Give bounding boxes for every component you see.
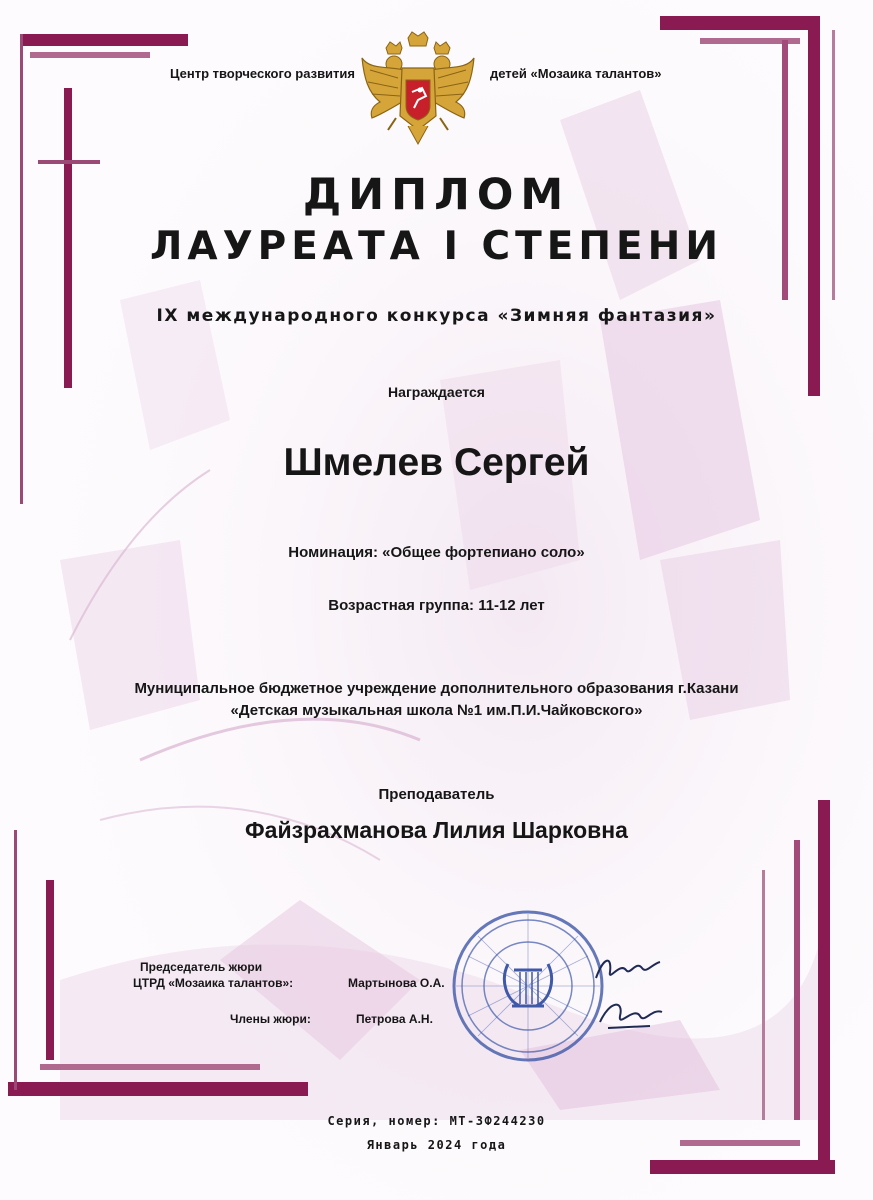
issue-date: Январь 2024 года: [366, 1138, 507, 1152]
frame-top-left-bar: [20, 34, 188, 46]
frame-bottom-left-bar: [8, 1082, 308, 1096]
frame-bottom-right-bar: [650, 1160, 835, 1174]
awardee-name: Шмелев Сергей: [283, 441, 590, 484]
frame-top-right-bar: [660, 16, 820, 30]
frame-left-lower-bar: [46, 880, 54, 1060]
diploma-degree: ЛАУРЕАТА I СТЕПЕНИ: [150, 224, 723, 269]
frame-bottom-left-inner-bar: [40, 1064, 260, 1070]
diploma-title: ДИПЛОМ: [302, 170, 571, 220]
org-name-left: Центр творческого развития: [169, 66, 355, 81]
frame-right-lower-thin-line: [762, 870, 765, 1120]
frame-top-left-inner-bar: [30, 52, 150, 58]
age-group: Возрастная группа: 11-12 лет: [328, 597, 545, 614]
jury-chair-label-2: ЦТРД «Мозаика талантов»:: [133, 976, 294, 990]
teacher-name: Файзрахманова Лилия Шарковна: [245, 817, 628, 843]
institution-line-1: Муниципальное бюджетное учреждение дополнительного образования г.Казани: [134, 680, 739, 697]
jury-members-label: Члены жюри:: [230, 1012, 311, 1026]
frame-left-outer-line: [20, 34, 23, 504]
jury-chair-name: Мартынова О.А.: [348, 976, 445, 990]
frame-right-lower-inner-bar: [794, 840, 800, 1120]
jury-chair-signature: [590, 950, 670, 990]
serial-number: Серия, номер: МТ-3Ф244230: [327, 1114, 546, 1128]
round-stamp: [448, 906, 608, 1066]
nomination: Номинация: «Общее фортепиано соло»: [288, 544, 585, 561]
institution-line-2: «Детская музыкальная школа №1 им.П.И.Чайковского»: [230, 702, 643, 719]
frame-left-lower-line: [14, 830, 17, 1090]
teacher-label: Преподаватель: [378, 786, 495, 803]
coat-of-arms-emblem: [358, 30, 478, 148]
org-name-right: детей «Мозаика талантов»: [490, 66, 662, 81]
jury-members-name: Петрова А.Н.: [356, 1012, 433, 1026]
contest-name: IX международного конкурса «Зимняя фантазия»: [156, 306, 717, 326]
jury-member-signature: [590, 992, 670, 1036]
frame-left-cross-bar: [38, 160, 100, 164]
awarded-label: Награждается: [388, 384, 485, 400]
jury-chair-label-1: Председатель жюри: [140, 960, 263, 974]
